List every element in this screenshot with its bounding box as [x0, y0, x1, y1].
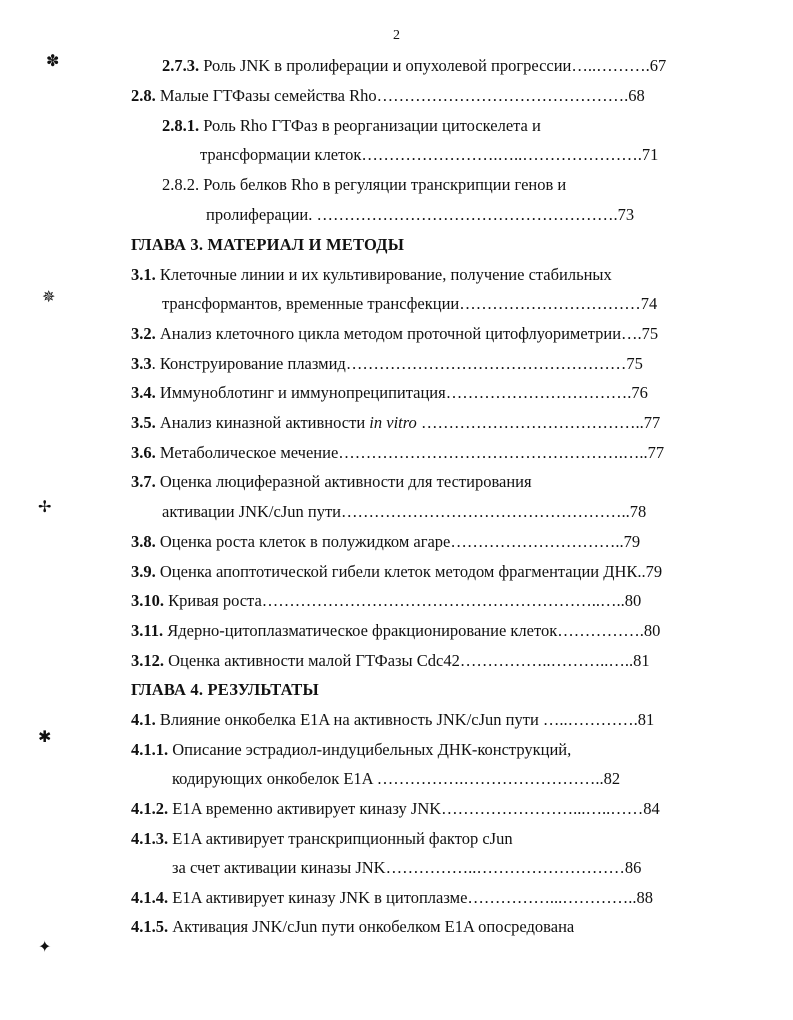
page-number: 2	[393, 28, 400, 43]
toc-entry: 4.1.2. E1A временно активирует киназу JNK……………………...…..……84	[131, 799, 660, 818]
toc-entry: 3.3. Конструирование плазмид……………………………………………75	[131, 354, 643, 373]
margin-mark: ✦	[38, 939, 52, 956]
toc-entry: 3.11. Ядерно-цитоплазматическое фракционирование клеток…………….80	[131, 621, 661, 640]
toc-entry: 4.1.3. E1A активирует транскрипционный фактор cJun	[131, 829, 513, 848]
toc-entry: 2.8.2. Роль белков Rho в регуляции транскрипции генов и	[162, 175, 567, 194]
toc-entry-continuation: трансформации клеток…………………….…..………………….71	[200, 145, 659, 164]
toc-entry: 4.1.4. E1A активирует киназу JNK в цитоплазме……………...…………..88	[131, 888, 654, 907]
toc-entry: 3.12. Оценка активности малой ГТФазы Cdc42……………..………..…..81	[131, 651, 650, 670]
margin-mark: ✢	[38, 499, 52, 516]
toc-entry: 3.8. Оценка роста клеток в полужидком агаре…………………………..79	[131, 532, 641, 551]
toc-entry: 3.4. Иммуноблотинг и иммунопреципитация…………………………….76	[131, 383, 648, 402]
toc-entry: 3.7. Оценка люциферазной активности для тестирования	[131, 472, 532, 491]
toc-entry: 4.1. Влияние онкобелка E1A на активность JNK/cJun пути …..………….81	[131, 710, 655, 729]
toc-entry-continuation: активации JNK/cJun пути……………………………………………..78	[162, 502, 647, 521]
toc-entry: 2.8. Малые ГТФазы семейства Rho……………………………………….68	[131, 86, 645, 105]
chapter-heading: ГЛАВА 4. РЕЗУЛЬТАТЫ	[131, 680, 319, 699]
chapter-heading: ГЛАВА 3. МАТЕРИАЛ И МЕТОДЫ	[131, 235, 405, 254]
toc-entry-continuation: трансформантов, временные трансфекции……………………………74	[162, 294, 658, 313]
toc-entry: 3.5. Анализ киназной активности in vitro …………………………………..77	[131, 413, 661, 432]
toc-entry: 3.9. Оценка апоптотической гибели клеток методом фрагментации ДНК..79	[131, 562, 663, 581]
margin-mark: ✵	[42, 289, 56, 306]
toc-entry-continuation: за счет активации киназы JNK……………..………………………86	[172, 858, 642, 877]
toc-entry: 4.1.1. Описание эстрадиол-индуцибельных ДНК-конструкций,	[131, 740, 572, 759]
toc-entry-continuation: кодирующих онкобелок E1A …………….……………………..82	[172, 769, 621, 788]
toc-entry: 3.10. Кривая роста……………………………………………………..…..80	[131, 591, 642, 610]
toc-entry: 3.2. Анализ клеточного цикла методом проточной цитофлуориметрии….75	[131, 324, 659, 343]
toc-entry: 3.1. Клеточные линии и их культивирование, получение стабильных	[131, 265, 612, 284]
toc-entry-continuation: пролиферации. ……………………………………………….73	[206, 205, 635, 224]
margin-mark: ✱	[38, 729, 52, 746]
toc-entry: 4.1.5. Активация JNK/cJun пути онкобелком E1A опосредована	[131, 917, 575, 936]
margin-mark: ✽	[46, 53, 60, 70]
toc-entry: 2.8.1. Роль Rho ГТФаз в реорганизации цитоскелета и	[162, 116, 541, 135]
toc-entry: 2.7.3. Роль JNK в пролиферации и опухолевой прогрессии…..……….67	[162, 56, 667, 75]
toc-entry: 3.6. Метаболическое мечение…………………………………………….…..77	[131, 443, 665, 462]
